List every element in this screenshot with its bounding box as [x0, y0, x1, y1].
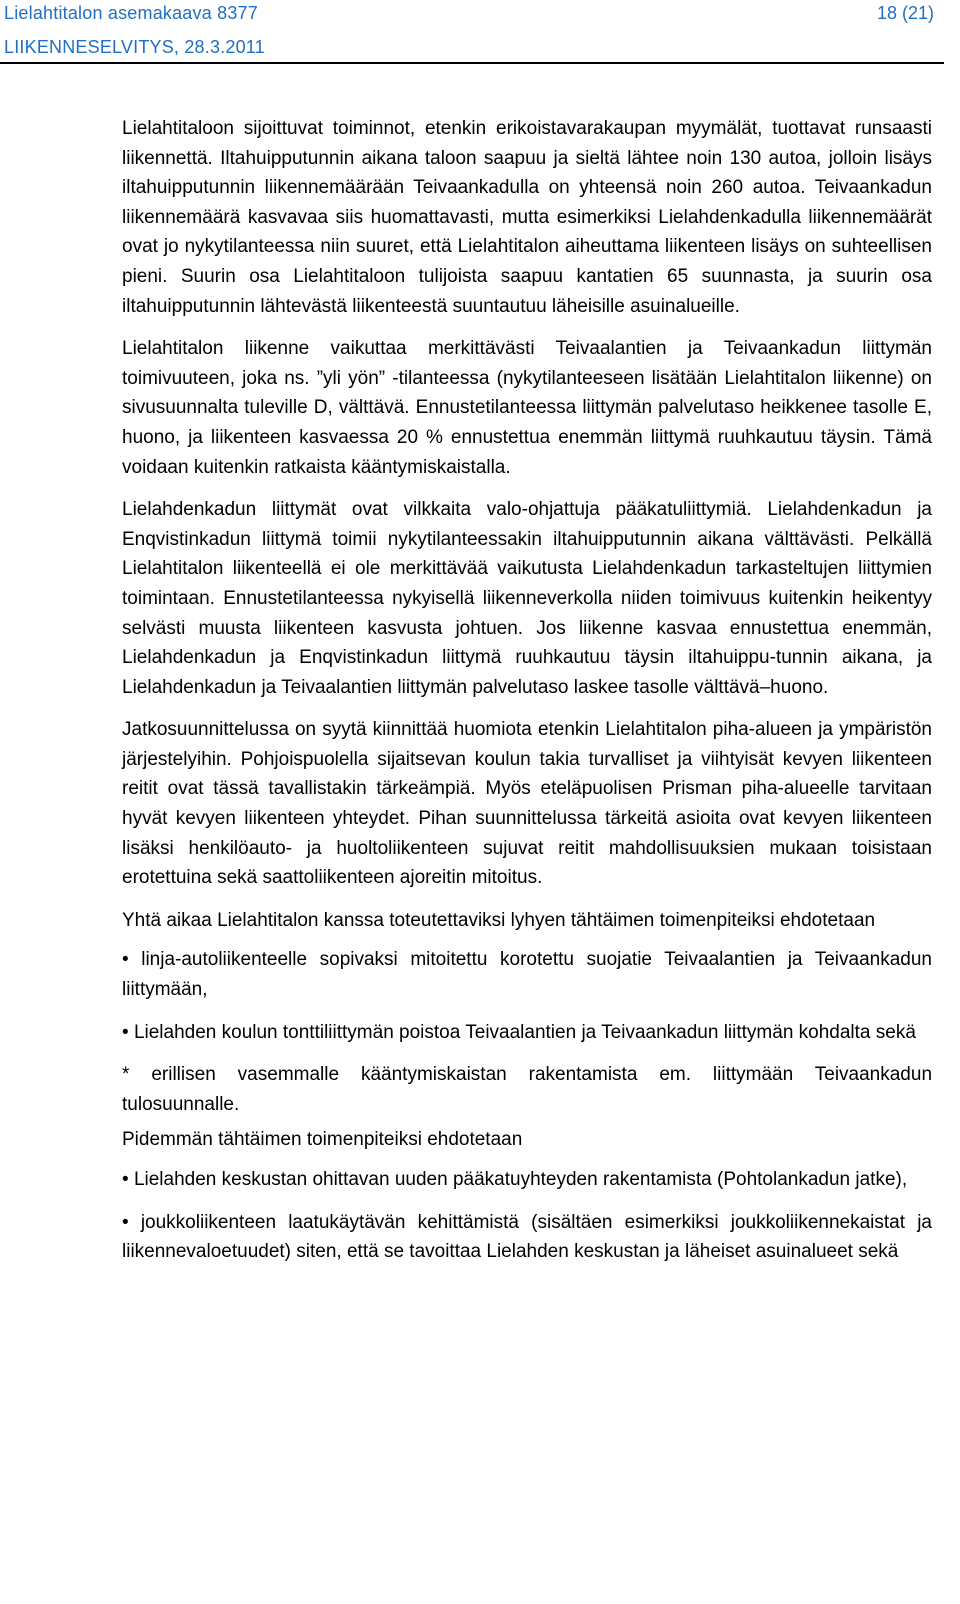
bullet-mark: •	[122, 1169, 129, 1190]
list-item	[122, 1018, 932, 1048]
short-term-list	[122, 945, 932, 1119]
list-item	[122, 1208, 932, 1267]
paragraph-long-term-intro: Pidemmän tähtäimen toimenpiteiksi ehdotetaan	[122, 1129, 523, 1151]
page-header	[0, 0, 944, 64]
paragraph-short-term-intro: Yhtä aikaa Lielahtitalon kanssa toteutettaviksi lyhyen tähtäimen toimenpiteiksi ehdotetaan	[122, 909, 876, 931]
bullet-mark: *	[122, 1064, 130, 1086]
paragraph-intersection-impact: Lielahtitalon liikenne vaikuttaa merkittävästi Teivaalantien ja Teivaankadun liittymän toimivuuteen, joka ns. ”yli yön” -tilanteessa (nykytilanteeseen lisätään Lielahtitalon liikenne) on sivusuunnalta tuleville D, välttävä. Ennustetilanteessa liittymän palvelutaso heikkenee tasolle E, huono, ja liikenteen kasvaessa 20 % ennustettua enemmän liittymä ruuhkautuu täysin. Tämä voidaan kuitenkin ratkaista kääntymiskaistalla.	[122, 338, 932, 478]
bullet-mark: •	[122, 1021, 129, 1043]
document-title: Lielahtitalon asemakaava 8377	[4, 3, 258, 23]
paragraph-lielahdenkatu: Lielahdenkadun liittymät ovat vilkkaita valo-ohjattuja pääkatuliittymiä. Lielahdenkadun ja Enqvistinkadun liittymä toimii nykytilanteessakin iltahuipputunnin aikana välttävästi. Pelkällä Lielahtitalon liikenteellä ei ole merkittävää vaikutusta Lielahdenkadun tarkasteltujen liittymien toimintaan. Ennustetilanteessa nykyisellä liikenneverkolla niiden toimivuus kuitenkin heikentyy selvästi muusta liikenteen kasvusta johtuen. Jos liikenne kasvaa ennustettua enemmän, Lielahdenkadun ja Enqvistinkadun liittymä ruuhkautuu täysin iltahuippu-tunnin aikana, ja Lielahdenkadun ja Teivaalantien liittymän palvelutaso laskee tasolle välttävä–huono.	[122, 499, 932, 698]
paragraph-traffic-generation: Lielahtitaloon sijoittuvat toiminnot, etenkin erikoistavarakaupan myymälät, tuottavat runsaasti liikennettä. Iltahuipputunnin aikana taloon saapuu ja sieltä lähtee noin 130 autoa, jolloin lisäys iltahuipputunnin liikennemäärään Teivaankadulla on yhteensä noin 260 autoa. Teivaankadun liikennemäärä kasvavaa siis huomattavasti, mutta esimerkiksi Lielahdenkadulla liikennemäärät ovat jo nykytilanteessa niin suuret, että Lielahtitalon aiheuttama liikenteen lisäys on suhteellisen pieni. Suurin osa Lielahtitaloon tulijoista saapuu kantatien 65 suunnasta, ja suurin osa iltahuipputunnin lähtevästä liikenteestä suuntautuu läheisille asuinalueille.	[122, 118, 932, 317]
list-item-text: erillisen vasemmalle kääntymiskaistan rakentamista em. liittymään Teivaankadun tulosuunnalle.	[122, 1064, 933, 1115]
bullet-mark: •	[122, 949, 129, 971]
list-item	[122, 1165, 932, 1195]
list-item-text: Lielahden keskustan ohittavan uuden pääkatuyhteyden rakentamista (Pohtolankadun jatke),	[133, 1169, 908, 1190]
page-number: 18 (21)	[876, 3, 934, 23]
list-item-text: linja-autoliikenteelle sopivaksi mitoitettu korotettu suojatie Teivaalantien ja Teivaankadun liittymään,	[122, 949, 932, 1001]
list-item-text: Lielahden koulun tonttiliittymän poistoa Teivaalantien ja Teivaankadun liittymän kohdalta sekä	[133, 1021, 916, 1043]
document-body	[122, 114, 932, 1280]
long-term-list	[122, 1165, 932, 1267]
document-subtitle: LIIKENNESELVITYS, 28.3.2011	[4, 37, 265, 57]
list-item-text: joukkoliikenteen laatukäytävän kehittämistä (sisältäen esimerkiksi joukkoliikennekaistat ja liikennevaloetuudet) siten, että se tavoittaa Lielahden keskustan ja läheiset asuinalueet sekä	[122, 1211, 932, 1263]
list-item	[122, 1060, 932, 1119]
list-item	[122, 945, 932, 1004]
paragraph-further-planning: Jatkosuunnittelussa on syytä kiinnittää huomiota etenkin Lielahtitalon piha-alueen ja ympäristön järjestelyihin. Pohjoispuolella sijaitsevan koulun takia turvalliset ja viihtyisät kevyen liikenteen reitit ovat tässä tavallistakin tärkeämpiä. Myös eteläpuolisen Prisman piha-alueelle tarvitaan hyvät kevyen liikenteen yhteydet. Pihan suunnittelussa tärkeitä asioita ovat kevyen liikenteen lisäksi henkilöauto- ja huoltoliikenteen sujuvat reitit mahdollisuuksien mukaan toisistaan erotettuina sekä saattoliikenteen ajoreitin mitoitus.	[122, 719, 932, 889]
bullet-mark: •	[122, 1211, 129, 1233]
